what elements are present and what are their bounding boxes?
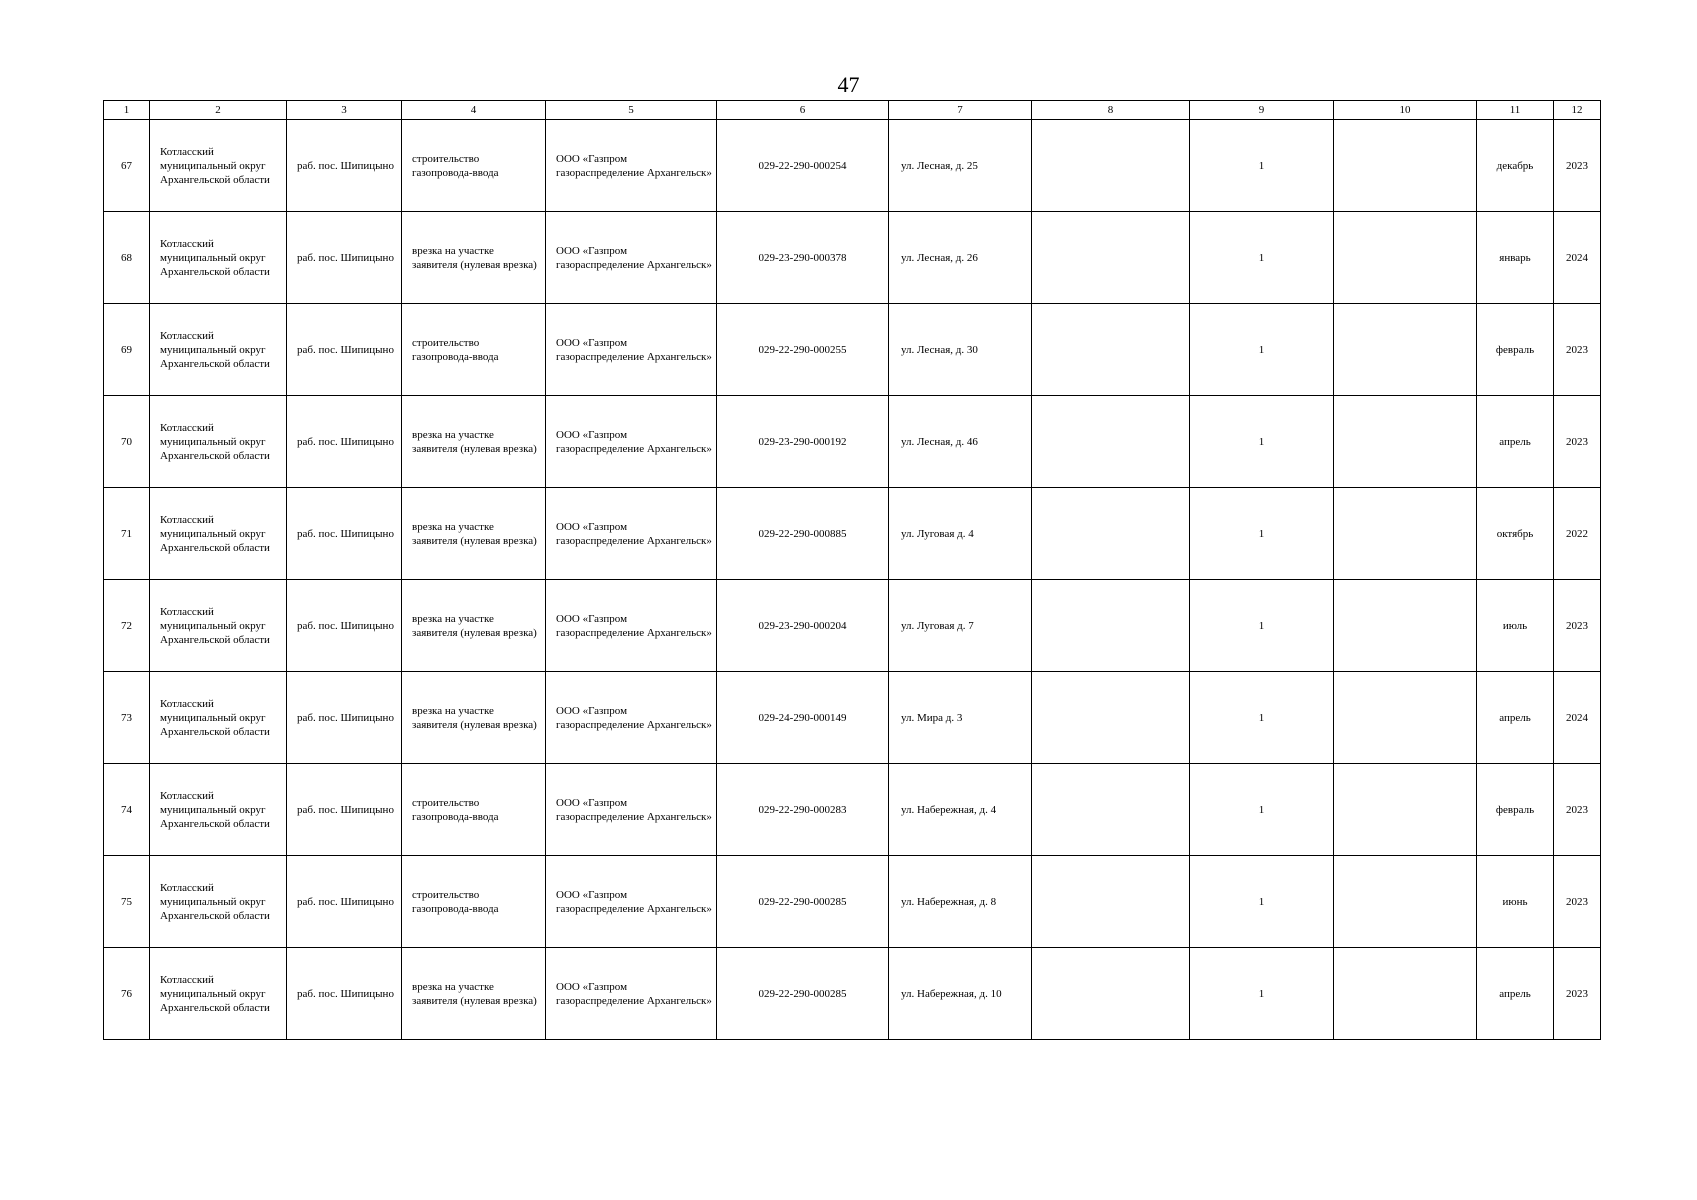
count-cell: 1 bbox=[1190, 580, 1334, 672]
code-cell: 029-22-290-000254 bbox=[717, 120, 889, 212]
month-cell: июль bbox=[1477, 580, 1554, 672]
address-cell: ул. Лесная, д. 46 bbox=[889, 396, 1032, 488]
header-row bbox=[104, 101, 1601, 120]
work-type-cell: строительство газопровода-ввода bbox=[402, 120, 546, 212]
row-number: 71 bbox=[104, 488, 150, 580]
organization-cell: ООО «Газпром газораспределение Архангельск» bbox=[546, 856, 717, 948]
count-cell: 1 bbox=[1190, 212, 1334, 304]
month-cell: декабрь bbox=[1477, 120, 1554, 212]
empty-cell-8 bbox=[1032, 856, 1190, 948]
column-header-3: 3 bbox=[287, 101, 402, 120]
count-cell: 1 bbox=[1190, 856, 1334, 948]
table-row bbox=[104, 580, 1601, 672]
month-cell: апрель bbox=[1477, 396, 1554, 488]
code-cell: 029-22-290-000285 bbox=[717, 856, 889, 948]
empty-cell-8 bbox=[1032, 488, 1190, 580]
count-cell: 1 bbox=[1190, 396, 1334, 488]
row-number: 67 bbox=[104, 120, 150, 212]
year-cell: 2023 bbox=[1554, 856, 1601, 948]
table-row bbox=[104, 948, 1601, 1040]
district-cell: Котласский муниципальный округ Архангельской области bbox=[150, 120, 287, 212]
count-cell: 1 bbox=[1190, 488, 1334, 580]
count-cell: 1 bbox=[1190, 948, 1334, 1040]
empty-cell-8 bbox=[1032, 948, 1190, 1040]
empty-cell-8 bbox=[1032, 120, 1190, 212]
empty-cell-10 bbox=[1334, 488, 1477, 580]
empty-cell-10 bbox=[1334, 764, 1477, 856]
work-type-cell: врезка на участке заявителя (нулевая врезка) bbox=[402, 672, 546, 764]
work-type-cell: строительство газопровода-ввода bbox=[402, 304, 546, 396]
data-table bbox=[103, 100, 1601, 1040]
address-cell: ул. Лесная, д. 30 bbox=[889, 304, 1032, 396]
district-cell: Котласский муниципальный округ Архангельской области bbox=[150, 672, 287, 764]
column-header-7: 7 bbox=[889, 101, 1032, 120]
row-number: 75 bbox=[104, 856, 150, 948]
count-cell: 1 bbox=[1190, 764, 1334, 856]
address-cell: ул. Набережная, д. 4 bbox=[889, 764, 1032, 856]
settlement-cell: раб. пос. Шипицыно bbox=[287, 396, 402, 488]
year-cell: 2023 bbox=[1554, 948, 1601, 1040]
settlement-cell: раб. пос. Шипицыно bbox=[287, 672, 402, 764]
code-cell: 029-23-290-000192 bbox=[717, 396, 889, 488]
code-cell: 029-24-290-000149 bbox=[717, 672, 889, 764]
address-cell: ул. Набережная, д. 8 bbox=[889, 856, 1032, 948]
table-row bbox=[104, 396, 1601, 488]
district-cell: Котласский муниципальный округ Архангельской области bbox=[150, 304, 287, 396]
work-type-cell: строительство газопровода-ввода bbox=[402, 856, 546, 948]
work-type-cell: врезка на участке заявителя (нулевая врезка) bbox=[402, 212, 546, 304]
work-type-cell: врезка на участке заявителя (нулевая врезка) bbox=[402, 948, 546, 1040]
year-cell: 2023 bbox=[1554, 764, 1601, 856]
empty-cell-10 bbox=[1334, 120, 1477, 212]
year-cell: 2023 bbox=[1554, 120, 1601, 212]
column-header-1: 1 bbox=[104, 101, 150, 120]
year-cell: 2022 bbox=[1554, 488, 1601, 580]
column-header-5: 5 bbox=[546, 101, 717, 120]
column-header-11: 11 bbox=[1477, 101, 1554, 120]
count-cell: 1 bbox=[1190, 672, 1334, 764]
settlement-cell: раб. пос. Шипицыно bbox=[287, 304, 402, 396]
month-cell: февраль bbox=[1477, 304, 1554, 396]
row-number: 74 bbox=[104, 764, 150, 856]
settlement-cell: раб. пос. Шипицыно bbox=[287, 488, 402, 580]
work-type-cell: врезка на участке заявителя (нулевая врезка) bbox=[402, 488, 546, 580]
column-header-8: 8 bbox=[1032, 101, 1190, 120]
table-row bbox=[104, 856, 1601, 948]
empty-cell-8 bbox=[1032, 764, 1190, 856]
settlement-cell: раб. пос. Шипицыно bbox=[287, 948, 402, 1040]
empty-cell-8 bbox=[1032, 304, 1190, 396]
code-cell: 029-22-290-000283 bbox=[717, 764, 889, 856]
district-cell: Котласский муниципальный округ Архангельской области bbox=[150, 948, 287, 1040]
district-cell: Котласский муниципальный округ Архангельской области bbox=[150, 396, 287, 488]
code-cell: 029-22-290-000885 bbox=[717, 488, 889, 580]
district-cell: Котласский муниципальный округ Архангельской области bbox=[150, 488, 287, 580]
empty-cell-8 bbox=[1032, 212, 1190, 304]
table-row bbox=[104, 488, 1601, 580]
organization-cell: ООО «Газпром газораспределение Архангельск» bbox=[546, 212, 717, 304]
district-cell: Котласский муниципальный округ Архангельской области bbox=[150, 856, 287, 948]
table-row bbox=[104, 764, 1601, 856]
empty-cell-8 bbox=[1032, 396, 1190, 488]
organization-cell: ООО «Газпром газораспределение Архангельск» bbox=[546, 304, 717, 396]
organization-cell: ООО «Газпром газораспределение Архангельск» bbox=[546, 488, 717, 580]
empty-cell-8 bbox=[1032, 580, 1190, 672]
table-header bbox=[104, 101, 1601, 120]
settlement-cell: раб. пос. Шипицыно bbox=[287, 764, 402, 856]
address-cell: ул. Луговая д. 4 bbox=[889, 488, 1032, 580]
organization-cell: ООО «Газпром газораспределение Архангельск» bbox=[546, 764, 717, 856]
column-header-10: 10 bbox=[1334, 101, 1477, 120]
month-cell: октябрь bbox=[1477, 488, 1554, 580]
table-row bbox=[104, 672, 1601, 764]
column-header-4: 4 bbox=[402, 101, 546, 120]
year-cell: 2023 bbox=[1554, 580, 1601, 672]
month-cell: январь bbox=[1477, 212, 1554, 304]
work-type-cell: врезка на участке заявителя (нулевая врезка) bbox=[402, 580, 546, 672]
column-header-6: 6 bbox=[717, 101, 889, 120]
organization-cell: ООО «Газпром газораспределение Архангельск» bbox=[546, 120, 717, 212]
empty-cell-10 bbox=[1334, 580, 1477, 672]
table-row bbox=[104, 120, 1601, 212]
district-cell: Котласский муниципальный округ Архангельской области bbox=[150, 212, 287, 304]
month-cell: июнь bbox=[1477, 856, 1554, 948]
row-number: 70 bbox=[104, 396, 150, 488]
column-header-2: 2 bbox=[150, 101, 287, 120]
address-cell: ул. Лесная, д. 26 bbox=[889, 212, 1032, 304]
organization-cell: ООО «Газпром газораспределение Архангельск» bbox=[546, 948, 717, 1040]
address-cell: ул. Набережная, д. 10 bbox=[889, 948, 1032, 1040]
column-header-12: 12 bbox=[1554, 101, 1601, 120]
empty-cell-10 bbox=[1334, 948, 1477, 1040]
district-cell: Котласский муниципальный округ Архангельской области bbox=[150, 580, 287, 672]
work-type-cell: врезка на участке заявителя (нулевая врезка) bbox=[402, 396, 546, 488]
district-cell: Котласский муниципальный округ Архангельской области bbox=[150, 764, 287, 856]
address-cell: ул. Лесная, д. 25 bbox=[889, 120, 1032, 212]
row-number: 69 bbox=[104, 304, 150, 396]
empty-cell-10 bbox=[1334, 856, 1477, 948]
code-cell: 029-22-290-000255 bbox=[717, 304, 889, 396]
count-cell: 1 bbox=[1190, 304, 1334, 396]
year-cell: 2024 bbox=[1554, 212, 1601, 304]
table-row bbox=[104, 304, 1601, 396]
count-cell: 1 bbox=[1190, 120, 1334, 212]
empty-cell-10 bbox=[1334, 396, 1477, 488]
year-cell: 2023 bbox=[1554, 396, 1601, 488]
code-cell: 029-22-290-000285 bbox=[717, 948, 889, 1040]
empty-cell-10 bbox=[1334, 304, 1477, 396]
table-row bbox=[104, 212, 1601, 304]
month-cell: апрель bbox=[1477, 948, 1554, 1040]
organization-cell: ООО «Газпром газораспределение Архангельск» bbox=[546, 396, 717, 488]
row-number: 73 bbox=[104, 672, 150, 764]
address-cell: ул. Мира д. 3 bbox=[889, 672, 1032, 764]
settlement-cell: раб. пос. Шипицыно bbox=[287, 580, 402, 672]
code-cell: 029-23-290-000204 bbox=[717, 580, 889, 672]
month-cell: апрель bbox=[1477, 672, 1554, 764]
settlement-cell: раб. пос. Шипицыно bbox=[287, 212, 402, 304]
row-number: 68 bbox=[104, 212, 150, 304]
code-cell: 029-23-290-000378 bbox=[717, 212, 889, 304]
year-cell: 2024 bbox=[1554, 672, 1601, 764]
settlement-cell: раб. пос. Шипицыно bbox=[287, 856, 402, 948]
year-cell: 2023 bbox=[1554, 304, 1601, 396]
empty-cell-10 bbox=[1334, 212, 1477, 304]
row-number: 72 bbox=[104, 580, 150, 672]
empty-cell-8 bbox=[1032, 672, 1190, 764]
organization-cell: ООО «Газпром газораспределение Архангельск» bbox=[546, 580, 717, 672]
table-body bbox=[104, 120, 1601, 1040]
month-cell: февраль bbox=[1477, 764, 1554, 856]
empty-cell-10 bbox=[1334, 672, 1477, 764]
work-type-cell: строительство газопровода-ввода bbox=[402, 764, 546, 856]
address-cell: ул. Луговая д. 7 bbox=[889, 580, 1032, 672]
organization-cell: ООО «Газпром газораспределение Архангельск» bbox=[546, 672, 717, 764]
column-header-9: 9 bbox=[1190, 101, 1334, 120]
row-number: 76 bbox=[104, 948, 150, 1040]
settlement-cell: раб. пос. Шипицыно bbox=[287, 120, 402, 212]
page-number: 47 bbox=[837, 72, 860, 97]
